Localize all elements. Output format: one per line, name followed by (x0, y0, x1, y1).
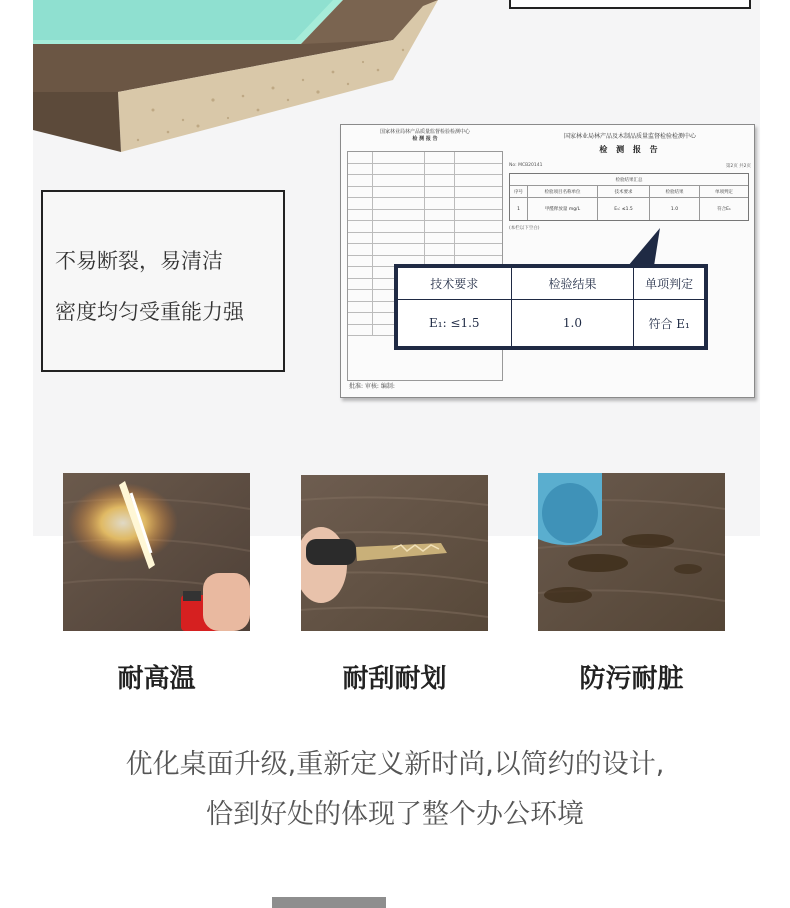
feature-label-stain: 防污耐脏 (579, 664, 684, 694)
summary-cell: 1 (510, 198, 528, 220)
zoom-header-cell: 检验结果 (511, 268, 634, 300)
zoom-cell: 符合 E₁ (634, 300, 705, 347)
summary-header-cell: 检验项目名称单位 (528, 186, 598, 197)
zoomed-result-table (394, 264, 708, 350)
summary-header-cell: 序号 (510, 186, 528, 197)
report-page: 第2页 共2页 (725, 164, 751, 169)
next-section-preview (272, 897, 386, 908)
report-signatures: 批准: 审核: 编制: (349, 383, 395, 390)
zoom-cell: E₁: ≤1.5 (398, 300, 512, 347)
header-frame (509, 0, 751, 9)
report-right-org: 国家林业局林产品及木制品质量监督检验检测中心 (563, 133, 696, 140)
description-line-2: 恰到好处的体现了整个办公环境 (206, 799, 584, 830)
callout-pointer (620, 228, 664, 268)
summary-title: 检验结果汇总 (615, 177, 643, 183)
report-meta (509, 163, 751, 169)
report-note: (本栏以下空白) (509, 226, 540, 231)
report-left-org: 国家林业局林产品质量监督检验检测中心 (379, 129, 470, 135)
feature-line-1: 不易断裂，易清洁 (55, 249, 223, 273)
stain-resistance-photo (538, 473, 725, 631)
summary-cell: 1.0 (650, 198, 700, 220)
feature-label-heat: 耐高温 (117, 664, 196, 694)
summary-cell: 甲醛释放量 mg/L (528, 198, 598, 220)
report-summary-table (509, 173, 749, 221)
summary-header-cell: 检验结果 (650, 186, 700, 197)
feature-line-2: 密度均匀受重能力强 (55, 300, 244, 324)
zoom-cell: 1.0 (511, 300, 634, 347)
summary-header-cell: 单项判定 (715, 189, 733, 195)
report-number: No: MCB20141 (509, 163, 543, 168)
heat-resistance-photo (63, 473, 250, 631)
report-left-page (345, 129, 505, 143)
zoom-data-row (398, 300, 705, 347)
feature-label-scratch: 耐刮耐划 (342, 664, 447, 694)
feature-text-box (41, 190, 285, 372)
summary-header-cell: 技术要求 (598, 186, 650, 197)
report-right-page (509, 131, 751, 231)
summary-data-row (510, 198, 748, 220)
zoom-header-cell: 单项判定 (634, 268, 705, 300)
summary-cell: E₁: ≤1.5 (598, 198, 650, 220)
report-right-title: 检 测 报 告 (599, 145, 661, 154)
zoom-header-row (398, 268, 705, 300)
description-line-1: 优化桌面升级,重新定义新时尚,以简约的设计, (125, 749, 665, 780)
summary-header-row (510, 186, 748, 198)
scratch-resistance-photo (301, 475, 488, 631)
summary-cell: 符合E₁ (717, 207, 731, 212)
zoom-header-cell: 技术要求 (398, 268, 512, 300)
test-report-image (340, 124, 755, 398)
report-left-title: 检 测 报 告 (412, 136, 438, 142)
summary-title-row (510, 174, 748, 186)
